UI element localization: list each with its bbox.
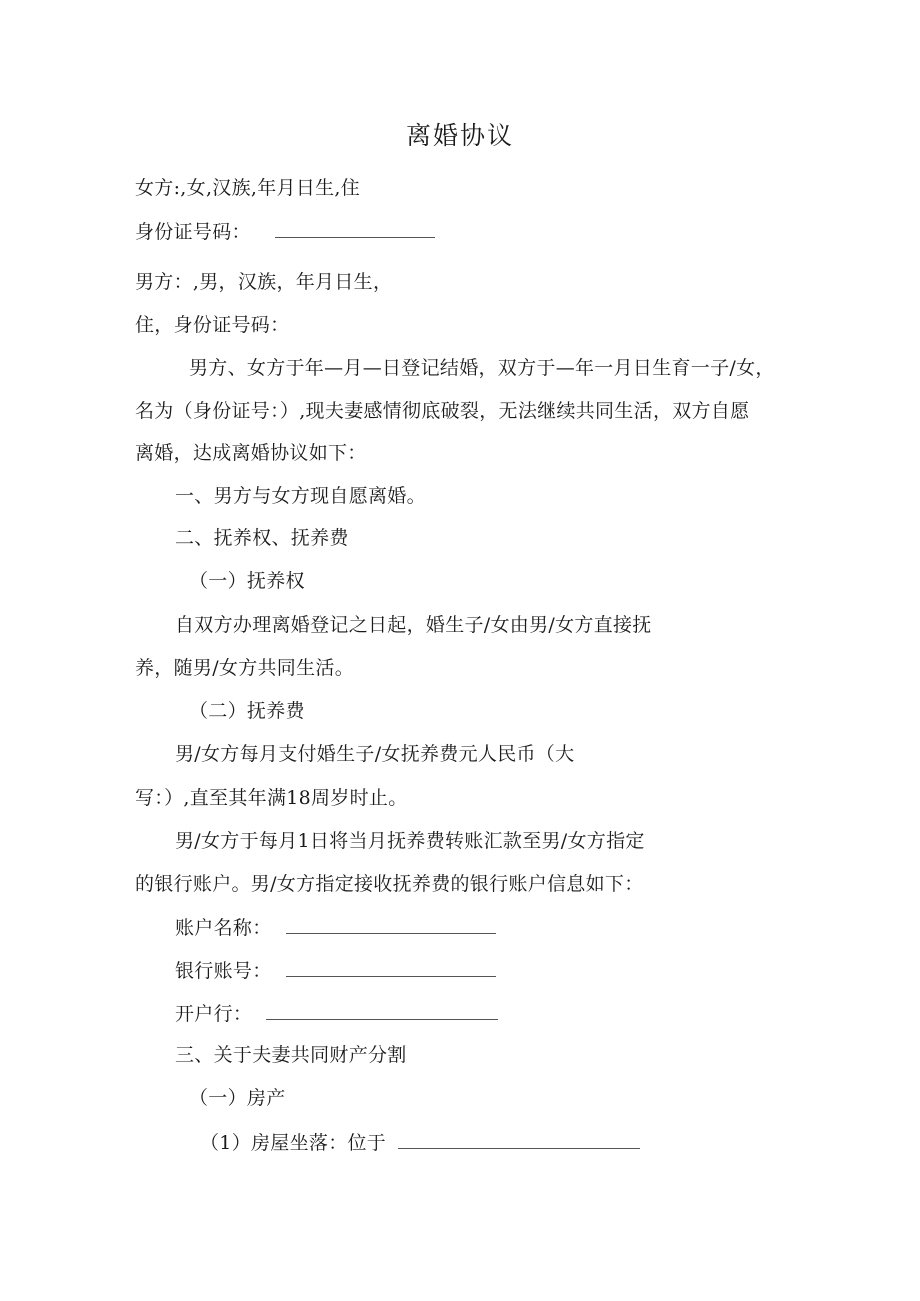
account-number-label: 银行账号： [175, 960, 272, 982]
account-name-line [175, 915, 496, 940]
clause-3-heading: 三、关于夫妻共同财产分割 [175, 1044, 407, 1066]
document-title: 离婚协议 [405, 121, 514, 150]
male-id-line: 住，身份证号码： [135, 314, 290, 336]
clause-2-2-heading: （二）抚养费 [189, 700, 305, 722]
bank-blank [266, 1001, 498, 1020]
intro-line-2: 名为（身份证号：）,现夫妻感情彻底破裂，无法继续共同生活，双方自愿 [135, 400, 750, 422]
clause-2-heading: 二、抚养权、抚养费 [175, 527, 349, 549]
custody-line-1: 自双方办理离婚登记之日起，婚生子/女由男/女方直接抚 [175, 614, 652, 636]
house-location-label: （1）房屋坐落：位于 [200, 1132, 387, 1154]
house-location-line [200, 1130, 640, 1155]
payment-line-2: 的银行账户。男/女方指定接收抚养费的银行账户信息如下： [135, 873, 644, 895]
clause-2-1-heading: （一）抚养权 [189, 570, 305, 592]
clause-3-1-heading: （一）房产 [189, 1087, 286, 1109]
account-number-blank [286, 958, 496, 977]
payment-line-1: 男/女方于每月1日将当月抚养费转账汇款至男/女方指定 [175, 830, 645, 852]
female-id-label: 身份证号码： [135, 221, 251, 243]
intro-line-1: 男方、女方于年—月—日登记结婚，双方于—年一月日生育一子/女， [189, 357, 775, 379]
house-location-blank [398, 1130, 640, 1149]
intro-line-3: 离婚，达成离婚协议如下： [135, 442, 367, 464]
clause-1: 一、男方与女方现自愿离婚。 [175, 485, 426, 507]
female-id-blank [275, 219, 435, 238]
bank-line [175, 1001, 498, 1026]
support-line-1: 男/女方每月支付婚生子/女抚养费元人民币（大 [175, 743, 575, 765]
custody-line-2: 养，随男/女方共同生活。 [135, 657, 355, 679]
bank-label: 开户行： [175, 1003, 253, 1025]
account-name-label: 账户名称： [175, 917, 272, 939]
female-id-line [135, 219, 435, 244]
account-name-blank [286, 915, 496, 934]
account-number-line [175, 958, 496, 983]
support-line-2: 写：）,直至其年满18周岁时止。 [135, 787, 408, 809]
female-party-line: 女方:,女,汉族,年月日生,住 [135, 177, 361, 199]
male-party-line: 男方：,男，汉族，年月日生， [135, 271, 393, 293]
